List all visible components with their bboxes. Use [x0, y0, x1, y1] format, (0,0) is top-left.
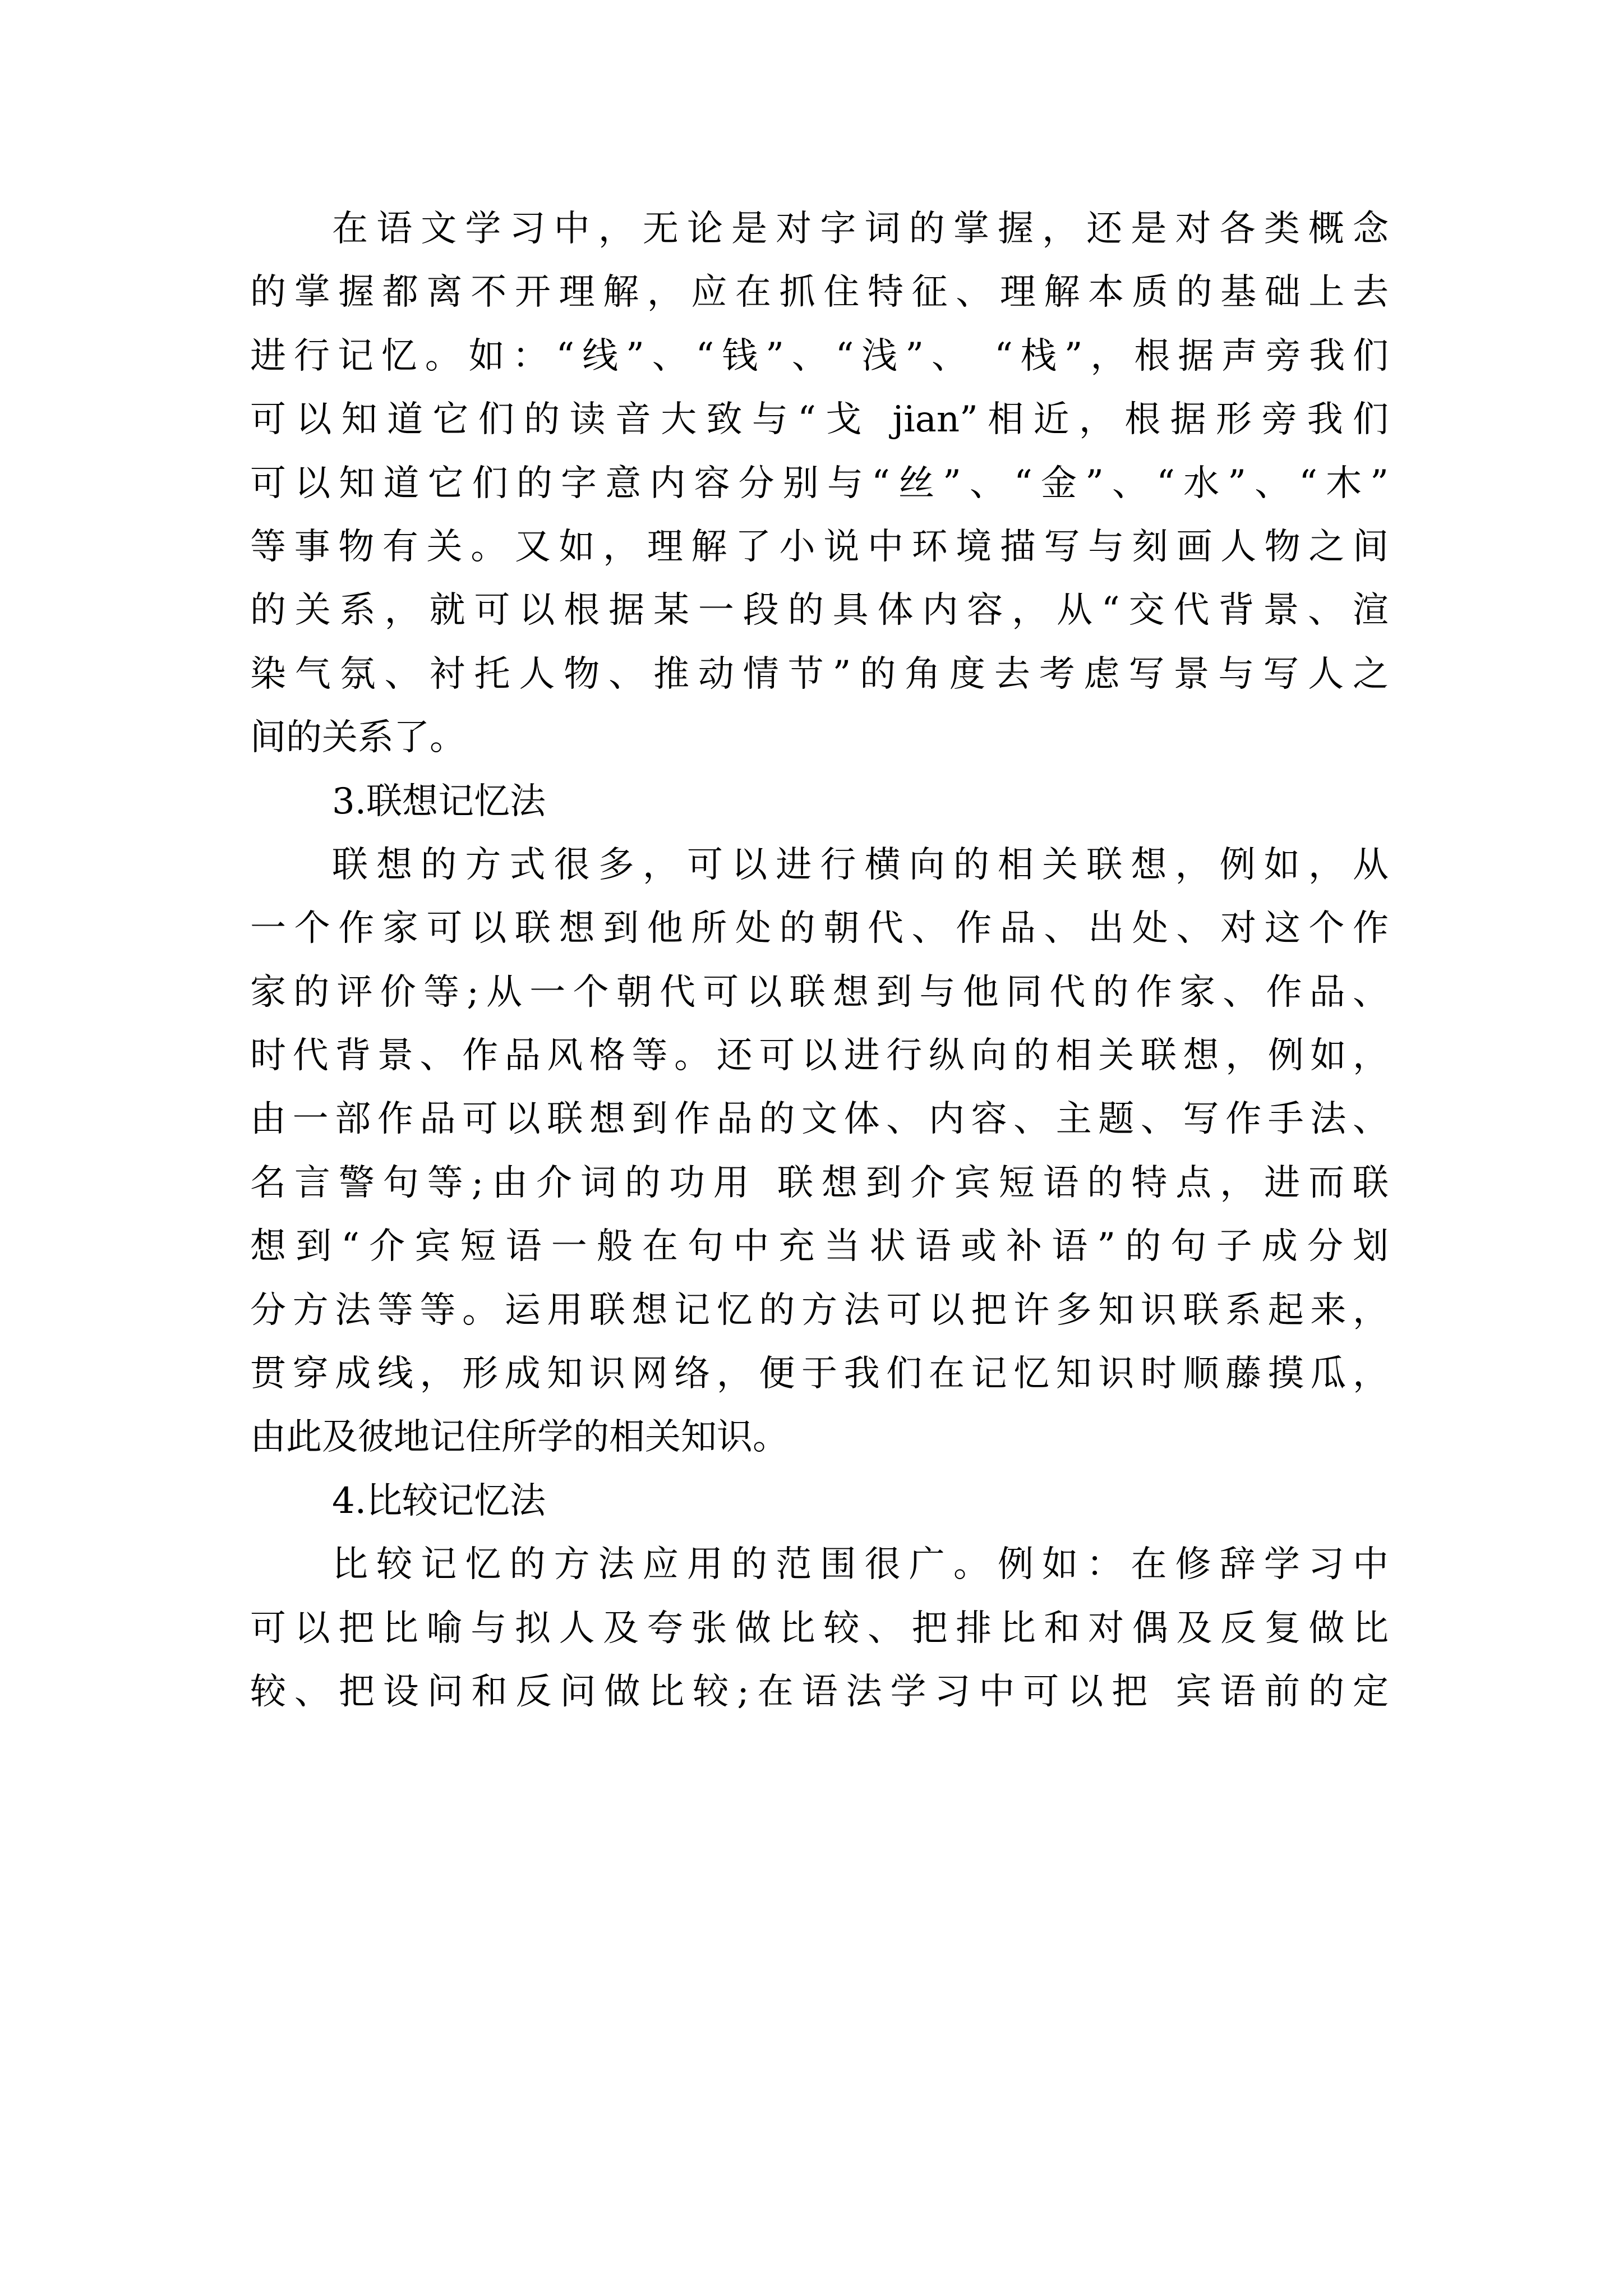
paragraph-line: 想到“介宾短语一般在句中充当状语或补语”的句子成分划 — [250, 1226, 1389, 1268]
paragraph-line: 的关系，就可以根据某一段的具体内容，从“交代背景、渲 — [250, 590, 1389, 632]
paragraph-line: 一个作家可以联想到他所处的朝代、作品、出处、对这个作 — [250, 908, 1389, 950]
section-heading: 4.比较记忆法 — [332, 1480, 546, 1522]
paragraph-line: 比较记忆的方法应用的范围很广。例如：在修辞学习中 — [332, 1544, 1389, 1586]
paragraph-line: 进行记忆。如：“线”、“钱”、“浅”、 “栈”，根据声旁我们 — [250, 335, 1389, 377]
document-body — [250, 197, 1389, 1724]
paragraph-line: 分方法等等。运用联想记忆的方法可以把许多知识联系起来， — [250, 1289, 1389, 1331]
paragraph-line: 由一部作品可以联想到作品的文体、内容、主题、写作手法、 — [250, 1098, 1389, 1140]
paragraph-line: 较、把设问和反问做比较;在语法学习中可以把 宾语前的定 — [250, 1671, 1389, 1713]
paragraph-line: 时代背景、作品风格等。还可以进行纵向的相关联想，例如， — [250, 1035, 1389, 1077]
paragraph-line: 名言警句等;由介词的功用 联想到介宾短语的特点，进而联 — [250, 1162, 1389, 1204]
paragraph-line: 联想的方式很多，可以进行横向的相关联想，例如，从 — [332, 844, 1389, 886]
paragraph-line: 由此及彼地记住所学的相关知识。 — [250, 1416, 789, 1458]
paragraph-line: 贯穿成线，形成知识网络，便于我们在记忆知识时顺藤摸瓜， — [250, 1353, 1389, 1395]
section-heading: 3.联想记忆法 — [332, 780, 546, 822]
paragraph-line: 间的关系了。 — [250, 717, 465, 759]
paragraph-line: 可以知道它们的读音大致与“戈 jian”相近，根据形旁我们 — [250, 399, 1389, 441]
paragraph-line: 可以把比喻与拟人及夸张做比较、把排比和对偶及反复做比 — [250, 1607, 1389, 1649]
paragraph-line: 等事物有关。又如，理解了小说中环境描写与刻画人物之间 — [250, 526, 1389, 568]
paragraph-line: 在语文学习中，无论是对字词的掌握，还是对各类概念 — [332, 208, 1389, 250]
paragraph-line: 的掌握都离不开理解，应在抓住特征、理解本质的基础上去 — [250, 272, 1389, 314]
paragraph-line: 家的评价等;从一个朝代可以联想到与他同代的作家、作品、 — [250, 971, 1389, 1013]
paragraph-line: 可以知道它们的字意内容分别与“丝”、“金”、“水”、“木” — [250, 462, 1389, 504]
paragraph-line: 染气氛、衬托人物、推动情节”的角度去考虑写景与写人之 — [250, 653, 1389, 695]
